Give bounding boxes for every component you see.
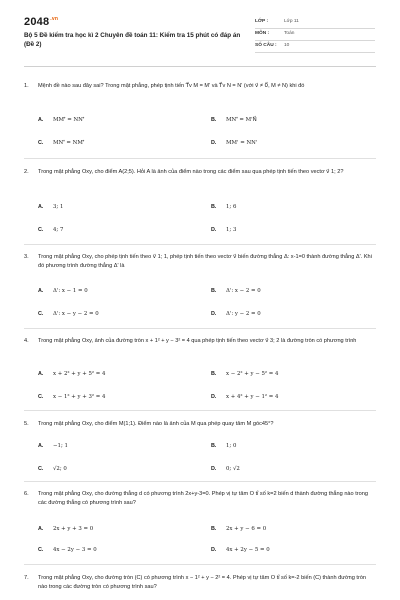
document-title: Bộ 5 Đề kiểm tra học kì 2 Chuyên đề toán 11: Kiểm tra 15 phút có đáp án (Đề 2) (24, 32, 241, 48)
question-text: Trong mặt phẳng Oxy, cho điểm M(1;1). Điểm nào là ảnh của M qua phép quay tâm M góc45°? (38, 421, 274, 427)
question-number: 7. (24, 575, 29, 581)
option-label: D. (211, 466, 217, 472)
logo-text: 2048 (24, 16, 50, 28)
question-6 (24, 490, 376, 510)
option-label: A. (38, 371, 44, 377)
option-label: A. (38, 526, 44, 532)
option-value: Δ': y − 2 = 0 (226, 311, 261, 317)
option-label: D. (211, 311, 217, 317)
option-label: B. (211, 204, 217, 210)
option-value: MN'⃗ = NM'⃗ (53, 140, 85, 146)
option-label: B. (211, 443, 217, 449)
option-value: MM'⃗ = NN'⃗ (53, 117, 85, 123)
meta-table (255, 17, 375, 53)
option-label: A. (38, 117, 44, 123)
option-value: 3; 1 (53, 204, 64, 210)
question-number: 2. (24, 169, 29, 175)
meta-value: Toán (284, 31, 295, 36)
option-value: 4x + 2y − 5 = 0 (226, 547, 270, 553)
option-label: D. (211, 547, 217, 553)
meta-key: SỐ CÂU : (255, 43, 277, 48)
meta-key: MÔN : (255, 31, 270, 36)
header (0, 0, 400, 66)
option-label: D. (211, 394, 217, 400)
option-value: Δ': x − 2 = 0 (226, 288, 261, 294)
option-value: x − 2² + y − 5² = 4 (226, 371, 279, 377)
question-divider (24, 328, 376, 329)
question-4 (24, 337, 376, 357)
option-label: A. (38, 443, 44, 449)
question-number: 4. (24, 338, 29, 344)
option-value: x + 4² + y − 1² = 4 (226, 394, 279, 400)
option-label: A. (38, 288, 44, 294)
meta-value: 10 (284, 43, 290, 48)
option-value: 1; 0 (226, 443, 237, 449)
option-value: x − 1² + y + 3² = 4 (53, 394, 106, 400)
option-label: C. (38, 227, 44, 233)
option-label: C. (38, 311, 44, 317)
meta-value: Lớp 11 (284, 19, 299, 24)
meta-row-subject (255, 29, 375, 41)
meta-key: LỚP : (255, 19, 269, 24)
option-value: x + 2² + y + 5² = 4 (53, 371, 106, 377)
question-number: 1. (24, 83, 29, 89)
question-divider (24, 410, 376, 411)
option-value: 0; √2 (226, 466, 240, 472)
question-text: Trong mặt phẳng Oxy, cho phép tịnh tiến theo v⃗ 1; 1, phép tịnh tiến theo vectơ v⃗ biến đường thẳng Δ: x-1=0 thành đường thẳng Δ'. Khi đó phương trình đường thẳng Δ' là (38, 254, 372, 269)
option-value: −1; 1 (53, 443, 68, 449)
option-label: C. (38, 547, 44, 553)
option-value: MN'⃗ = M'N⃗ (226, 117, 257, 123)
question-7 (24, 574, 376, 594)
meta-row-class (255, 17, 375, 29)
option-value: 1; 6 (226, 204, 237, 210)
option-label: D. (211, 227, 217, 233)
option-value: 4; 7 (53, 227, 64, 233)
question-divider (24, 481, 376, 482)
option-value: 2x + y + 3 = 0 (53, 526, 94, 532)
option-label: A. (38, 204, 44, 210)
question-number: 5. (24, 421, 29, 427)
option-label: C. (38, 466, 44, 472)
question-text: Trong mặt phẳng Oxy, ảnh của đường tròn x + 1² + y − 3² = 4 qua phép tịnh tiến theo vectơ v⃗ 3; 2 là đường tròn có phương trình (38, 338, 357, 344)
question-5 (24, 420, 376, 432)
option-value: Δ': x − 1 = 0 (53, 288, 88, 294)
option-value: 4x − 2y − 3 = 0 (53, 547, 97, 553)
option-label: C. (38, 394, 44, 400)
option-label: B. (211, 526, 217, 532)
option-value: Δ': x − y − 2 = 0 (53, 311, 99, 317)
option-value: 2x + y − 6 = 0 (226, 526, 267, 532)
question-text: Trong mặt phẳng Oxy, cho đường thẳng d có phương trình 2x+y-3=0. Phép vị tự tâm O tỉ số k=2 biến d thành đường thẳng nào trong các đường thẳng có phương trình sau? (38, 491, 368, 506)
question-3 (24, 253, 376, 273)
question-text: Trong mặt phẳng Oxy, cho đường tròn (C) có phương trình x − 1² + y − 2² = 4. Phép vị tự tâm O tỉ số k=-2 biến (C) thành đường tròn nào trong các đường tròn có phương trình sau? (38, 575, 367, 590)
question-2 (24, 168, 376, 188)
question-number: 6. (24, 491, 29, 497)
option-label: B. (211, 371, 217, 377)
option-value: 1; 3 (226, 227, 237, 233)
question-text: Mệnh đề nào sau đây sai? Trong mặt phẳng, phép tịnh tiến T⃗v M = M' và T⃗v N = N' (với v⃗ ≠ 0⃗, M ≠ N) khi đó (38, 83, 305, 89)
header-divider (24, 66, 376, 67)
question-divider (24, 158, 376, 159)
question-number: 3. (24, 254, 29, 260)
question-divider (24, 564, 376, 565)
option-value: √2; 0 (53, 466, 67, 472)
site-logo[interactable] (24, 16, 58, 28)
option-label: C. (38, 140, 44, 146)
meta-row-count (255, 41, 375, 53)
option-value: MM' = NN' (226, 140, 258, 146)
logo-suffix: .vn (50, 16, 59, 23)
option-label: D. (211, 140, 217, 146)
option-label: B. (211, 117, 217, 123)
option-label: B. (211, 288, 217, 294)
question-divider (24, 244, 376, 245)
question-text: Trong mặt phẳng Oxy, cho điểm A(2;5). Hỏi A là ảnh của điểm nào trong các điểm sau qua phép tịnh tiến theo vectơ v⃗ 1; 2? (38, 169, 344, 175)
question-1 (24, 82, 376, 102)
